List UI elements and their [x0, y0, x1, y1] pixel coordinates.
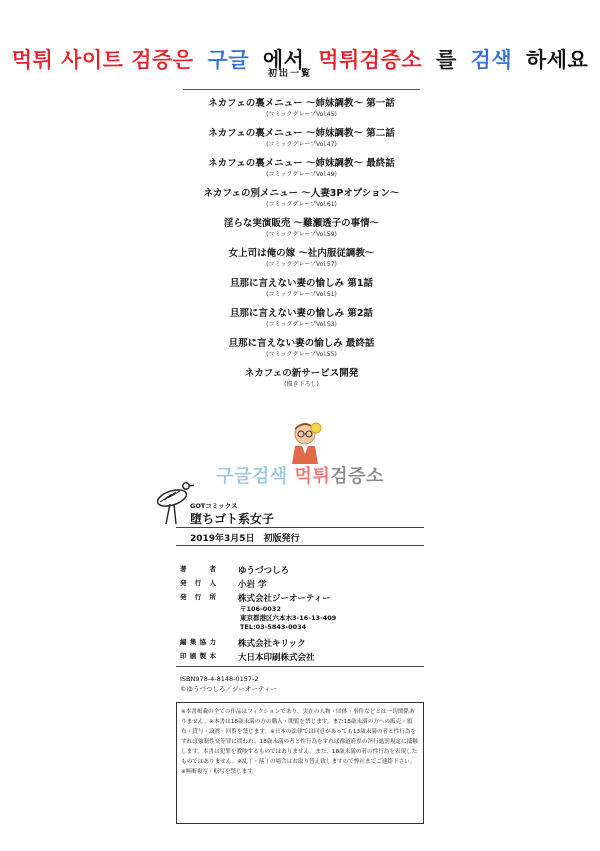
- banner-part: 를: [435, 48, 457, 72]
- toc-item-title: ネカフェの裏メニュー ～姉妹調教～ 第二話: [208, 128, 395, 139]
- address-tel: TEL:03-5843-0034: [240, 623, 307, 631]
- toc-item-source: (コミックグレープVol.57): [266, 261, 337, 268]
- toc-item-source: (コミックグレープVol.61): [266, 201, 337, 208]
- credit-key: 著者: [180, 565, 216, 573]
- credit-key: 発行人: [180, 579, 216, 587]
- credit-value: 株式会社キリック: [238, 639, 306, 649]
- publisher-address: [240, 605, 336, 632]
- credit-key: 印刷製本: [180, 652, 216, 660]
- legal-notice: ※本書掲載の全ての作品はフィクションであり、実在の人物・団体・事件などとは一切関係ありません。※本書は18歳未満の方の購入・閲覧を禁じます。また18歳未満の方への販売・頒布・貸与・譲渡・回覧を禁じます。※日本の法律では同意があっても13歳未満の者と性行為をすれば強制性交等罪に問われ、18歳未満の者と性行為をすれば都道府県の淫行処罰規定に抵触します。本書は犯罪を教唆するものではありません。また、18歳未満の者の性行為を表現したものではありません。※乱丁・落丁の場合はお取り替え致しますので弊社までご連絡下さい。※無断複写・転写を禁じます。: [176, 702, 424, 824]
- toc-item: [183, 277, 420, 307]
- toc-item-title: 旦那に言えない妻の愉しみ 第1話: [230, 278, 373, 289]
- bird-logo-icon: [150, 478, 194, 526]
- banner-part: 하세요: [525, 48, 589, 72]
- mascot-icon: [287, 420, 323, 466]
- credit-value: ゆうづつしろ: [238, 566, 290, 576]
- toc-item-source: (コミックグレープVol.47): [266, 141, 337, 148]
- credit-key: 編集協力: [180, 638, 216, 646]
- watermark-part: 구글검색: [216, 466, 288, 487]
- toc-item-source: (コミックグレープVol.45): [266, 111, 337, 118]
- credit-key: 発行所: [180, 593, 216, 601]
- toc-item-title: ネカフェの裏メニュー ～姉妹調教～ 第一話: [208, 98, 395, 109]
- banner-part: 에서: [262, 48, 305, 72]
- watermark-part: 먹튀: [294, 466, 331, 487]
- toc-top-rule: [183, 89, 420, 90]
- toc-item-source: (コミックグレープVol.59): [266, 231, 337, 238]
- toc-item-title: ネカフェの裏メニュー ～姉妹調教～ 最終話: [208, 158, 395, 169]
- banner-part: 구글: [207, 48, 249, 72]
- toc-title: 初出一覧: [268, 69, 313, 79]
- toc-item: [183, 127, 420, 157]
- copyright: ©ゆうづつしろ／ジーオーティー: [180, 685, 277, 693]
- banner-part: 먹튀검증소: [318, 48, 423, 72]
- toc-item-title: 女上司は俺の嫁 ～社内服従調教～: [228, 248, 375, 259]
- toc-item: [183, 337, 420, 367]
- credit-value: 小岩 学: [238, 580, 267, 590]
- watermark-part: 검증소: [330, 466, 384, 487]
- toc-item-source: (コミックグレープVol.53): [266, 321, 337, 328]
- isbn: ISBN978-4-8148-0157-2: [180, 675, 259, 683]
- toc-list: [183, 97, 420, 397]
- toc-item: [183, 217, 420, 247]
- toc-item-title: 淫らな実演販売 ～難瀬透子の事情～: [223, 218, 380, 229]
- toc-item-source: (コミックグレープVol.55): [266, 351, 337, 358]
- toc-item-source: (描き下ろし): [284, 381, 319, 388]
- colophon-rule: [176, 545, 424, 546]
- series-label: GOTコミックス: [190, 502, 238, 510]
- book-title: 堕ちゴト系女子: [190, 512, 275, 526]
- address-line: 東京都港区六本木3-16-13-409: [240, 614, 337, 622]
- credit-value: 株式会社ジーオーティー: [238, 594, 331, 604]
- isbn-block: [180, 674, 277, 694]
- toc-item: [183, 307, 420, 337]
- toc-item: [183, 367, 420, 397]
- toc-item-title: ネカフェの別メニュー ～人妻3Pオプション～: [203, 188, 400, 199]
- credit-value: 大日本印刷株式会社: [238, 653, 315, 663]
- toc-item-source: (コミックグレープVol.49): [266, 171, 337, 178]
- colophon-rule: [176, 666, 424, 667]
- toc-item-source: (コミックグレープVol.51): [266, 291, 337, 298]
- toc-item-title: ネカフェの新サービス開発: [244, 368, 359, 379]
- toc-item: [183, 187, 420, 217]
- banner-part: 검색: [470, 48, 513, 72]
- address-zip: 〒106-0032: [240, 605, 281, 613]
- toc-item-title: 旦那に言えない妻の愉しみ 第2話: [230, 308, 373, 319]
- toc-item-title: 旦那に言えない妻の愉しみ 最終話: [228, 338, 375, 349]
- toc-item: [183, 247, 420, 277]
- banner-part: 먹튀 사이트 검증은: [11, 48, 194, 72]
- toc-item: [183, 97, 420, 127]
- colophon-rule: [176, 527, 424, 528]
- publication-date: 2019年3月5日 初版発行: [190, 534, 300, 544]
- toc-item: [183, 157, 420, 187]
- watermark-text: [0, 462, 600, 488]
